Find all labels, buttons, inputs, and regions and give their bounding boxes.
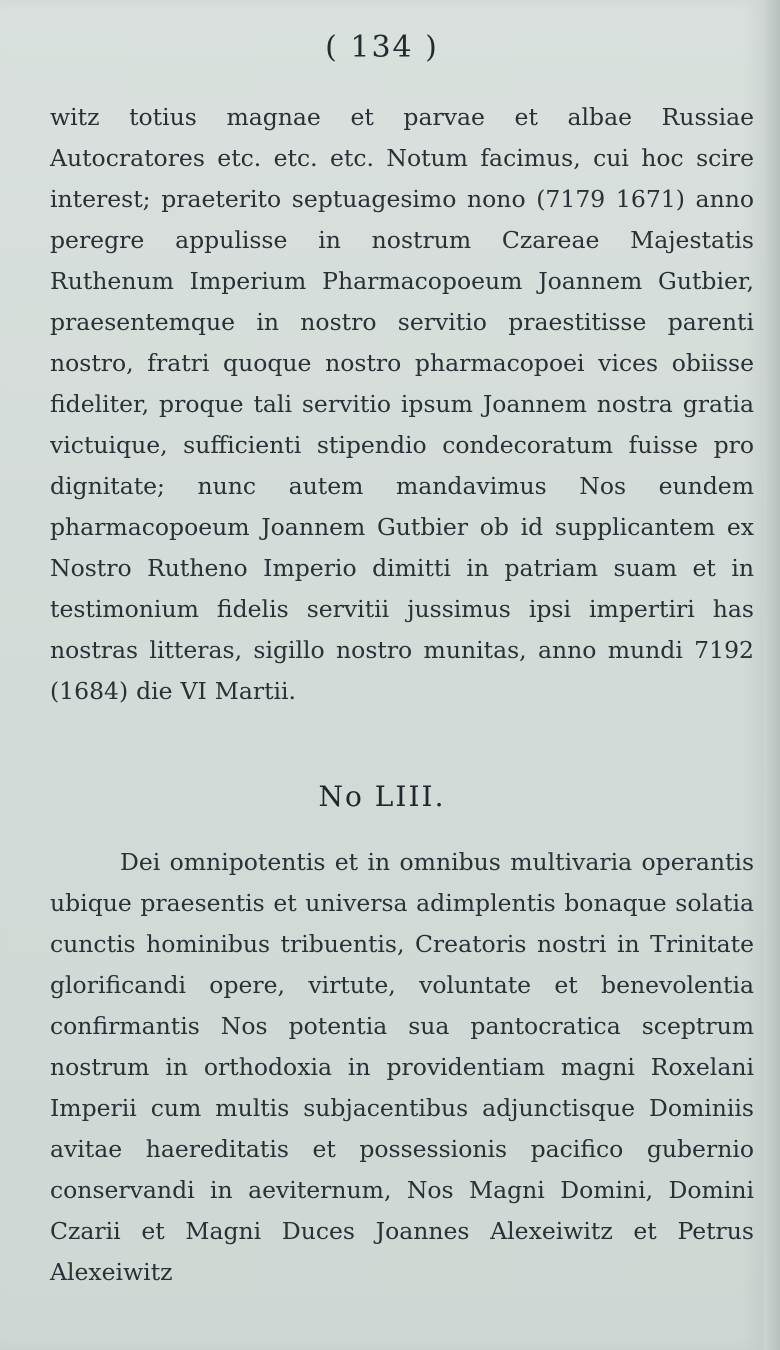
body-text-lower — [50, 842, 754, 1293]
page-number: ( 134 ) — [325, 30, 439, 65]
section-heading: No LIII. — [318, 780, 446, 813]
paragraph-continuation: witz totius magnae et parvae et albae Russiae Autocratores etc. etc. etc. Notum facimus, cui hoc scire interest; praeterito septuagesimo nono (7179 1671) anno peregre appulisse in nostrum Czareae Majestatis Ruthenum Imperium Pharmacopoeum Joannem Gutbier, praesentemque in nostro servitio praestitisse parenti nostro, fratri quoque nostro pharmacopoei vices obiisse fideliter, proque tali servitio ipsum Joannem nostra gratia victuique, sufficienti stipendio condecoratum fuisse pro dignitate; nunc autem mandavimus Nos eundem pharmacopoeum Joannem Gutbier ob id supplicantem ex Nostro Rutheno Imperio dimitti in patriam suam et in testimonium fidelis servitii jussimus ipsi impertiri has nostras litteras, sigillo nostro munitas, anno mundi 7192 (1684) die VI Martii. — [50, 103, 754, 705]
body-text-upper — [50, 97, 754, 712]
page-edge-shadow — [764, 0, 780, 1350]
paragraph-new: Dei omnipotentis et in omnibus multivaria operantis ubique praesentis et universa adimplentis bonaque solatia cunctis hominibus tribuentis, Creatoris nostri in Trinitate glorificandi opere, virtute, voluntate et benevolentia confirmantis Nos potentia sua pantocratica sceptrum nostrum in orthodoxia in providentiam magni Roxelani Imperii cum multis subjacentibus adjunctisque Dominiis avitae haereditatis et possessionis pacifico gubernio conservandi in aeviternum, Nos Magni Domini, Domini Czarii et Magni Duces Joannes Alexeiwitz et Petrus Alexeiwitz — [50, 848, 754, 1286]
